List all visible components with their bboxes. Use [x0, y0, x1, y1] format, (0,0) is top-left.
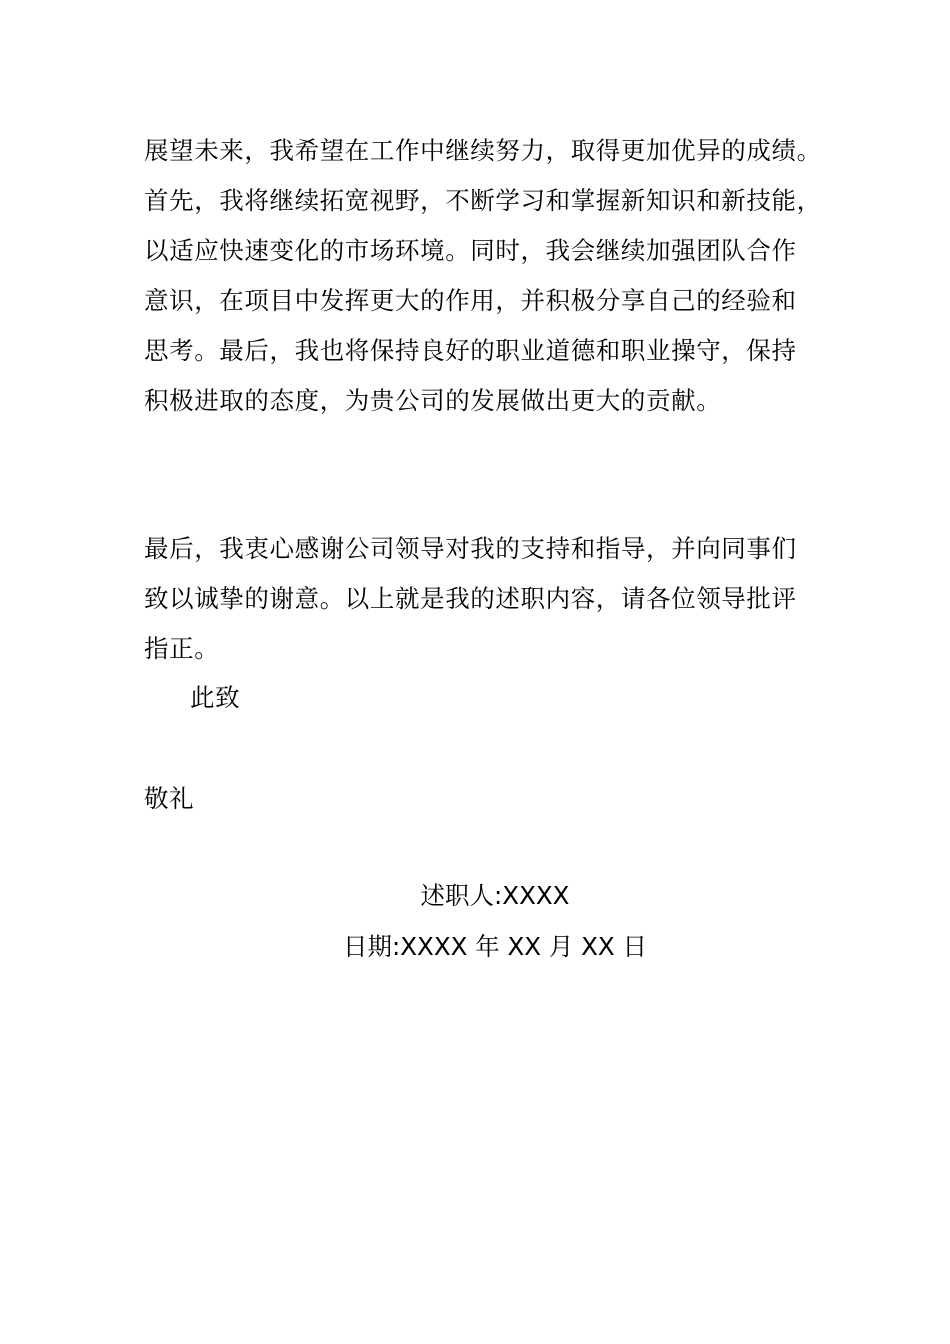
signature-date: 日期:XXXX 年 XX 月 XX 日: [343, 932, 647, 961]
text-line: 思考。最后，我也将保持良好的职业道德和职业操守，保持: [144, 336, 797, 365]
signature-reporter: 述职人:XXXX: [420, 881, 570, 910]
text-line: 意识，在项目中发挥更大的作用，并积极分享自己的经验和: [144, 286, 797, 315]
text-line: 积极进取的态度，为贵公司的发展做出更大的贡献。: [144, 386, 722, 415]
text-line: 指正。: [144, 634, 220, 663]
closing-salutation: 此致: [190, 683, 241, 712]
text-line: 致以诚挚的谢意。以上就是我的述职内容，请各位领导批评: [144, 584, 797, 613]
text-line: 以适应快速变化的市场环境。同时，我会继续加强团队合作: [144, 236, 797, 265]
closing-regards: 敬礼: [144, 784, 195, 813]
text-line: 首先，我将继续拓宽视野，不断学习和掌握新知识和新技能，: [144, 186, 822, 215]
text-line: 最后，我衷心感谢公司领导对我的支持和指导，并向同事们: [144, 534, 797, 563]
text-line: 展望未来，我希望在工作中继续努力，取得更加优异的成绩。: [144, 136, 822, 165]
